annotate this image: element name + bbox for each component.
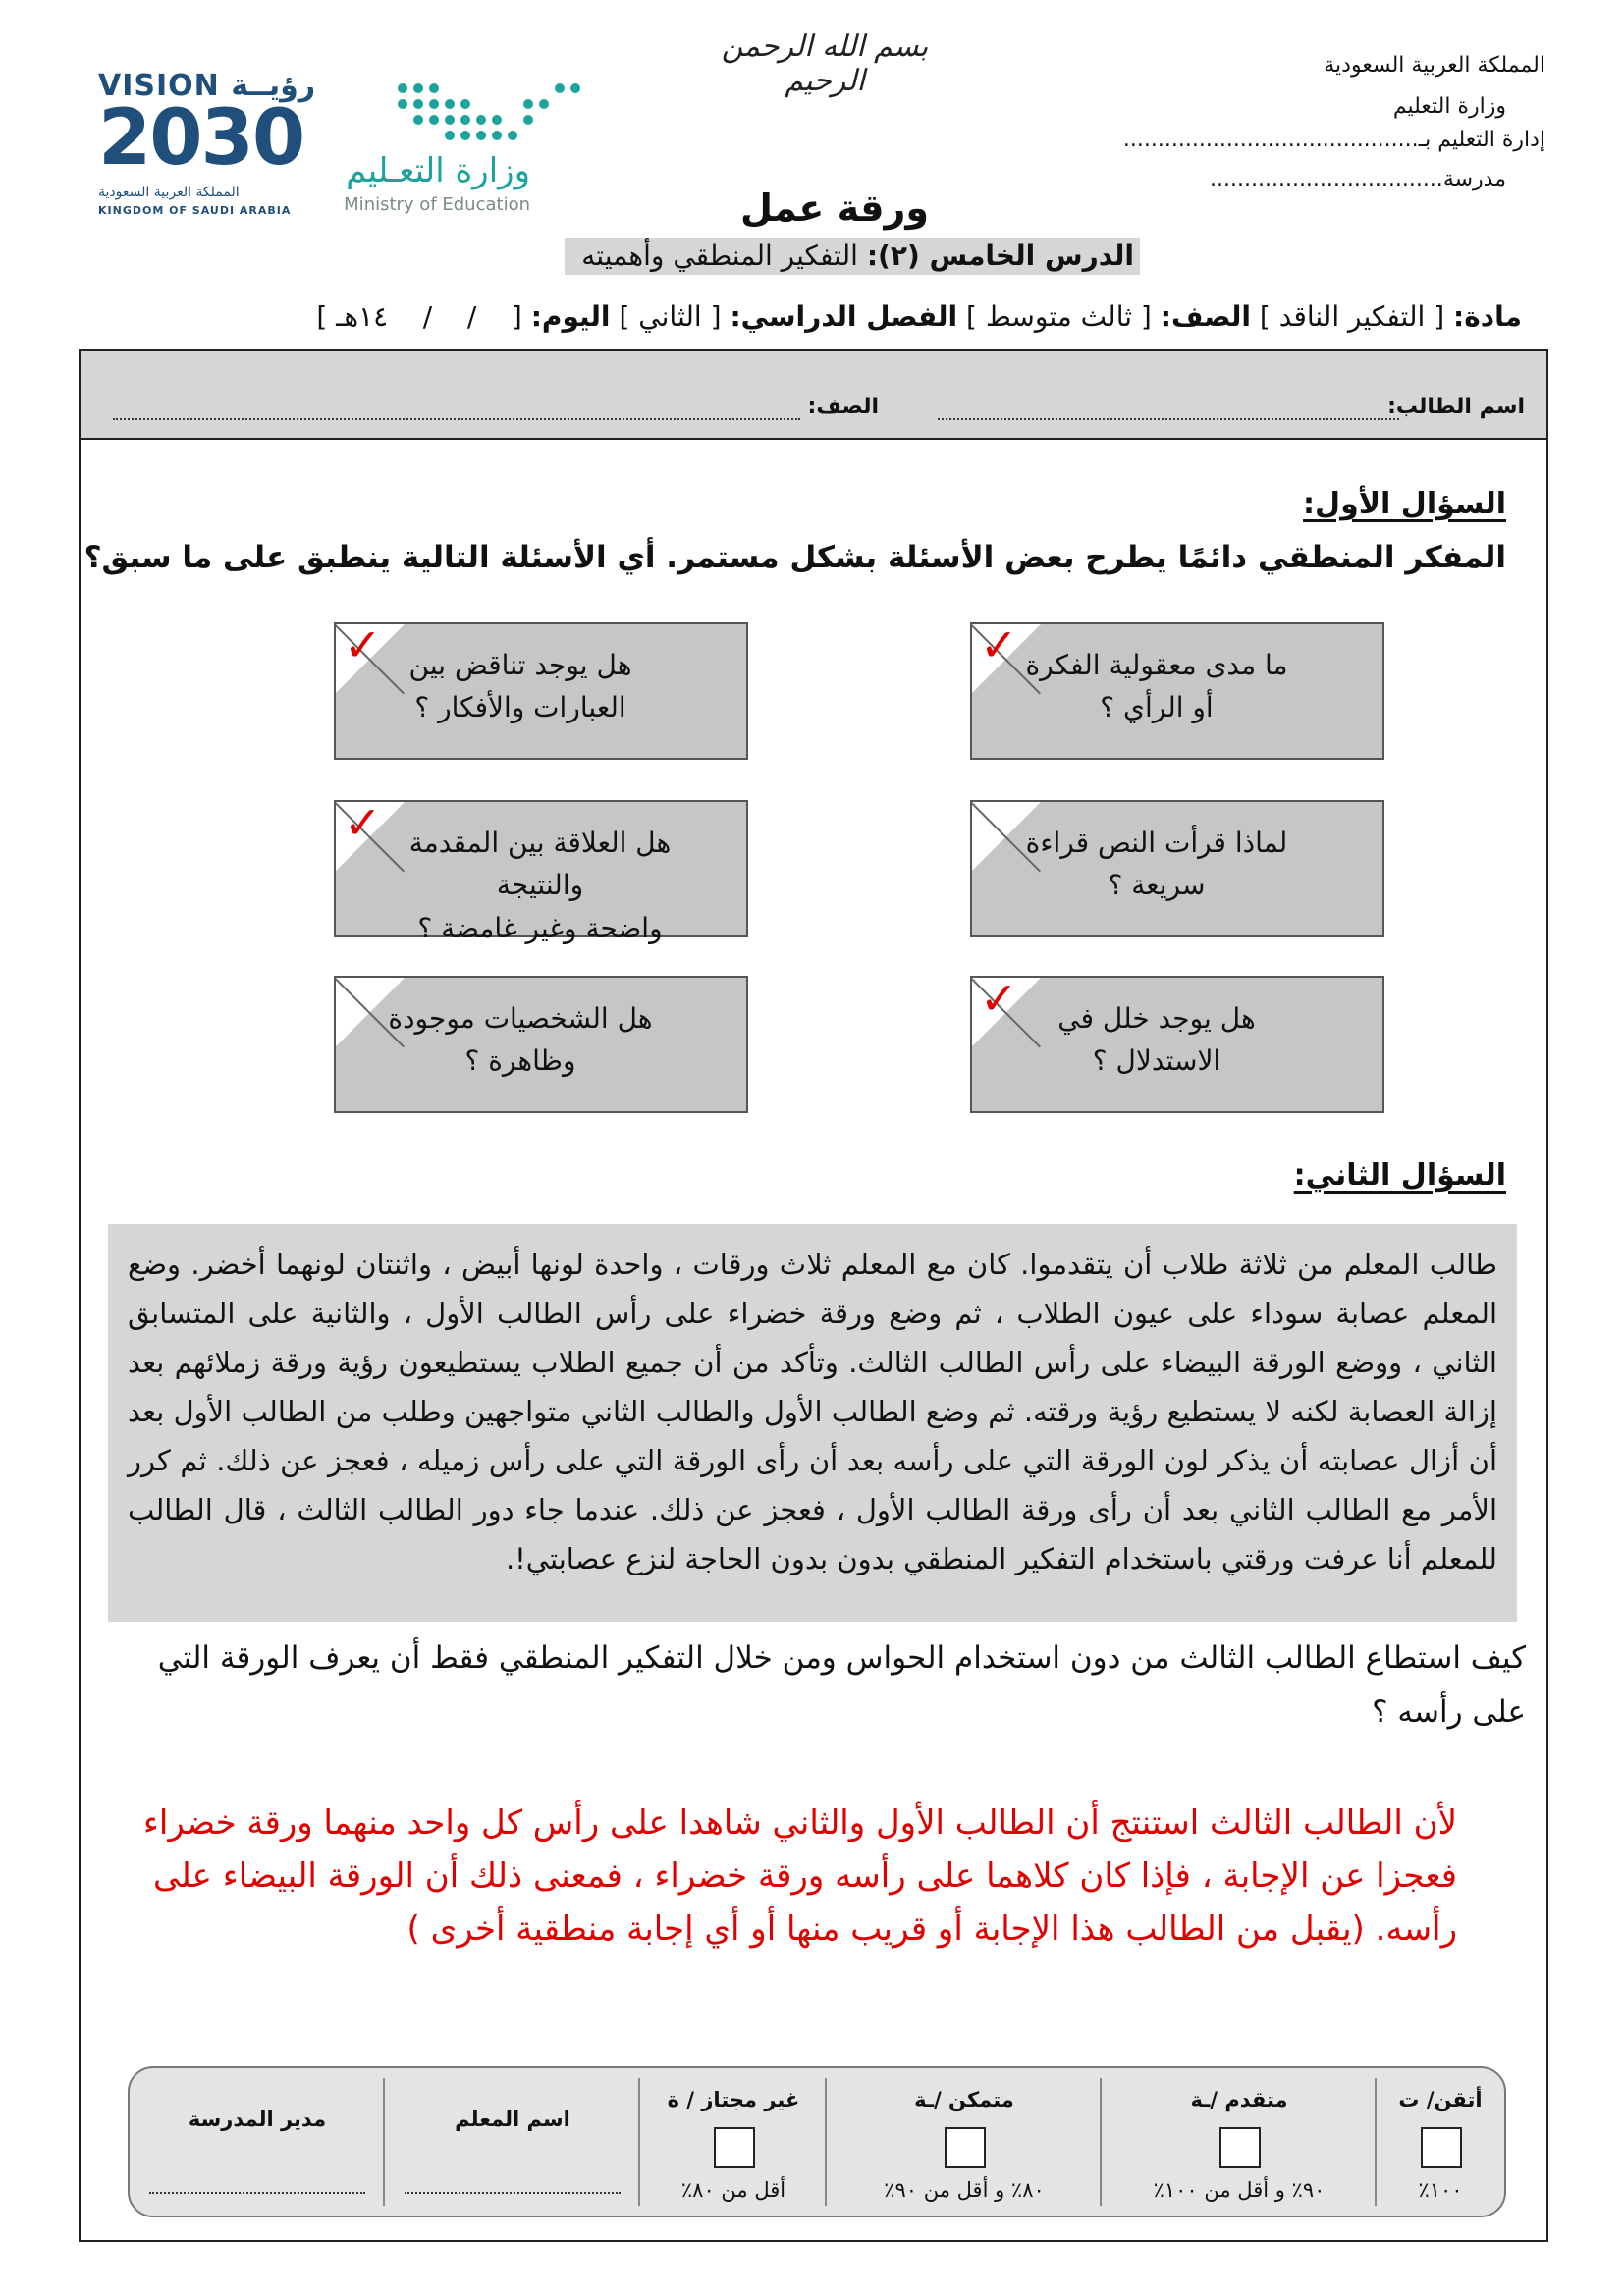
vision-2030-kingdom-en: KINGDOM OF SAUDI ARABIA (98, 204, 292, 217)
rating-checkbox[interactable] (945, 2127, 986, 2168)
principal-label: مدير المدرسة (188, 2108, 327, 2131)
rating-level-failed (640, 2068, 827, 2216)
teacher-signature (385, 2068, 640, 2216)
logos (98, 69, 530, 226)
check-mark-icon: ✓ (980, 618, 1018, 671)
check-mark-icon: ✓ (980, 972, 1018, 1025)
option-text: الاستدلال ؟ (1092, 1044, 1221, 1078)
student-name-label: اسم الطالب: (1387, 395, 1525, 419)
ministry-label: وزارة التعليم (1392, 94, 1506, 120)
rating-level-label: أتقن/ ت (1398, 2088, 1483, 2111)
kingdom-label: المملكة العربية السعودية (1324, 53, 1545, 78)
q1-option-5[interactable] (970, 972, 1384, 1113)
header-info (1122, 49, 1545, 196)
q1-prompt: المفكر المنطقي دائمًا يطرح بعض الأسئلة بشكل مستمر. أي الأسئلة التالية ينطبق على ما سبق؟ (83, 540, 1506, 575)
option-text: أو الرأي ؟ (1100, 691, 1214, 724)
lesson-name: التفكير المنطقي وأهميته (581, 240, 858, 272)
rating-level-range: ١٠٠٪ (1418, 2178, 1463, 2202)
student-name-field[interactable] (938, 395, 1399, 420)
rating-checkbox[interactable] (1219, 2127, 1261, 2168)
lesson-label: الدرس الخامس (٢): (866, 240, 1134, 272)
rating-level-proficient (827, 2068, 1102, 2216)
principal-signature-field[interactable] (149, 2192, 365, 2194)
rating-level-advanced (1102, 2068, 1377, 2216)
q2-story-box (108, 1224, 1517, 1622)
rating-level-range: ٩٠٪ و أقل من ١٠٠٪ (1153, 2178, 1326, 2202)
moe-name-ar: وزارة التعـليم (346, 151, 530, 190)
q2-question: كيف استطاع الطالب الثالث من دون استخدام الحواس ومن خلال التفكير المنطقي فقط أن يعرف الورقة التي على رأسه ؟ (157, 1640, 1526, 1730)
option-text: هل يوجد خلل في (1057, 1002, 1256, 1035)
vision-2030-logo-year: 2030 (98, 94, 304, 183)
rating-level-label: غير مجتاز / ة (667, 2088, 800, 2111)
teacher-signature-field[interactable] (405, 2192, 621, 2194)
term-value: [ الثاني ] (619, 300, 722, 333)
rating-level-label: متمكن /ـة (914, 2088, 1014, 2111)
option-text: لماذا قرأت النص قراءة (1025, 827, 1288, 859)
option-text: العبارات والأفكار ؟ (414, 691, 626, 724)
q1-option-3[interactable] (970, 800, 1384, 937)
q2-title: السؤال الثاني: (1293, 1158, 1506, 1193)
option-text: هل الشخصيات موجودة (388, 1002, 653, 1035)
option-text: هل العلاقة بين المقدمة والنتيجة (408, 827, 672, 902)
day-label: اليوم: (530, 300, 611, 333)
grade-label: الصف: (1160, 300, 1252, 333)
subject-value: [ التفكير الناقد ] (1259, 300, 1445, 333)
rating-level-label: متقدم /ـة (1190, 2088, 1288, 2111)
subject-label: مادة: (1453, 300, 1522, 333)
edu-admin-dots: ........................................... (1122, 128, 1419, 153)
check-mark-icon: ✓ (344, 618, 382, 671)
teacher-label: اسم المعلم (455, 2108, 570, 2131)
basmala: بسم الله الرحمن الرحيم (721, 29, 929, 98)
student-name-bar (79, 349, 1548, 440)
option-text: واضحة وغير غامضة ؟ (417, 911, 663, 944)
moe-name-en: Ministry of Education (344, 194, 530, 215)
moe-dots-icon (393, 79, 589, 147)
rating-level-mastered (1377, 2068, 1504, 2216)
option-text: سريعة ؟ (1108, 869, 1206, 902)
option-text: هل يوجد تناقض بين (408, 649, 632, 681)
q2-answer: لأن الطالب الثالث استنتج أن الطالب الأول والثاني شاهدا على رأس كل واحد منهما ورقة خضراء فعجزا عن الإجابة ، فإذا كان كلاهما على رأسه ورقة خضراء ، فمعنى ذلك أن الورقة البيضاء على رأسه. (يقبل من الطالب هذا الإجابة أو قريب منها أو أي إجابة منطقية أخرى ) (142, 1803, 1457, 1949)
student-class-field[interactable] (113, 395, 800, 420)
school-label: مدرسة (1442, 167, 1506, 192)
q1-option-1[interactable] (970, 618, 1384, 760)
school-dots: .................................. (1210, 167, 1443, 192)
rating-checkbox[interactable] (1421, 2127, 1462, 2168)
check-mark-icon: ✓ (344, 796, 382, 849)
q1-title: السؤال الأول: (1303, 487, 1506, 521)
vision-2030-logo-word: VISION رؤيــة (98, 69, 316, 103)
q2-story-text: طالب المعلم من ثلاثة طلاب أن يتقدموا. كان مع المعلم ثلاث ورقات ، واحدة لونها أبيض ، واثنتان لونهما أخضر. وضع المعلم عصابة سوداء على عيون الطلاب ، ثم وضع ورقة خضراء على رأس الطالب الأول ، والثانية على المتسابق الثاني ، ووضع الورقة البيضاء على رأس الطالب الثالث. وتأكد من أن جميع الطلاب يستطيعون رؤية ورقة زملائهم بعد إزالة العصابة لكنه لا يستطيع رؤية ورقته. ثم وضع الطالب الأول والطالب الثاني متواجهين وطلب من الطالب الأول بعد أن أزال عصابته أن يذكر لون الورقة التي على رأسه بعد أن رأى الورقة التي على رأس زميله ، فعجز عن ذلك. ثم كرر الأمر مع الطالب الثاني بعد أن رأى ورقة الطالب الأول ، فعجز عن ذلك. عندما جاء دور الطالب الثالث ، قال الطالب للمعلم أنا عرفت ورقتي باستخدام التفكير المنطقي بدون بدون الحاجة لنزع عصابتي!. (128, 1248, 1497, 1575)
rating-level-range: أقل من ٨٠٪ (680, 2178, 786, 2202)
q1-option-4[interactable] (334, 796, 748, 944)
q1-option-6[interactable] (334, 976, 748, 1113)
vision-2030-kingdom-ar: المملكة العربية السعودية (98, 185, 240, 200)
principal-signature (130, 2068, 385, 2216)
subject-line (118, 300, 1522, 333)
student-class-label: الصف: (807, 395, 879, 419)
grade-value: [ ثالث متوسط ] (966, 300, 1152, 333)
option-text: ما مدى معقولية الفكرة (1025, 649, 1288, 681)
worksheet-title: ورقة عمل (739, 187, 929, 230)
rating-checkbox[interactable] (714, 2127, 755, 2168)
rating-table (128, 2066, 1506, 2217)
q1-option-2[interactable] (334, 618, 748, 760)
term-label: الفصل الدراسي: (730, 300, 958, 333)
edu-admin-label: إدارة التعليم بـ (1418, 128, 1545, 153)
lesson-title (565, 238, 1140, 275)
day-value: [ / / ١٤هـ ] (316, 300, 522, 333)
rating-level-range: ٨٠٪ و أقل من ٩٠٪ (884, 2178, 1045, 2202)
option-text: وظاهرة ؟ (464, 1044, 576, 1078)
